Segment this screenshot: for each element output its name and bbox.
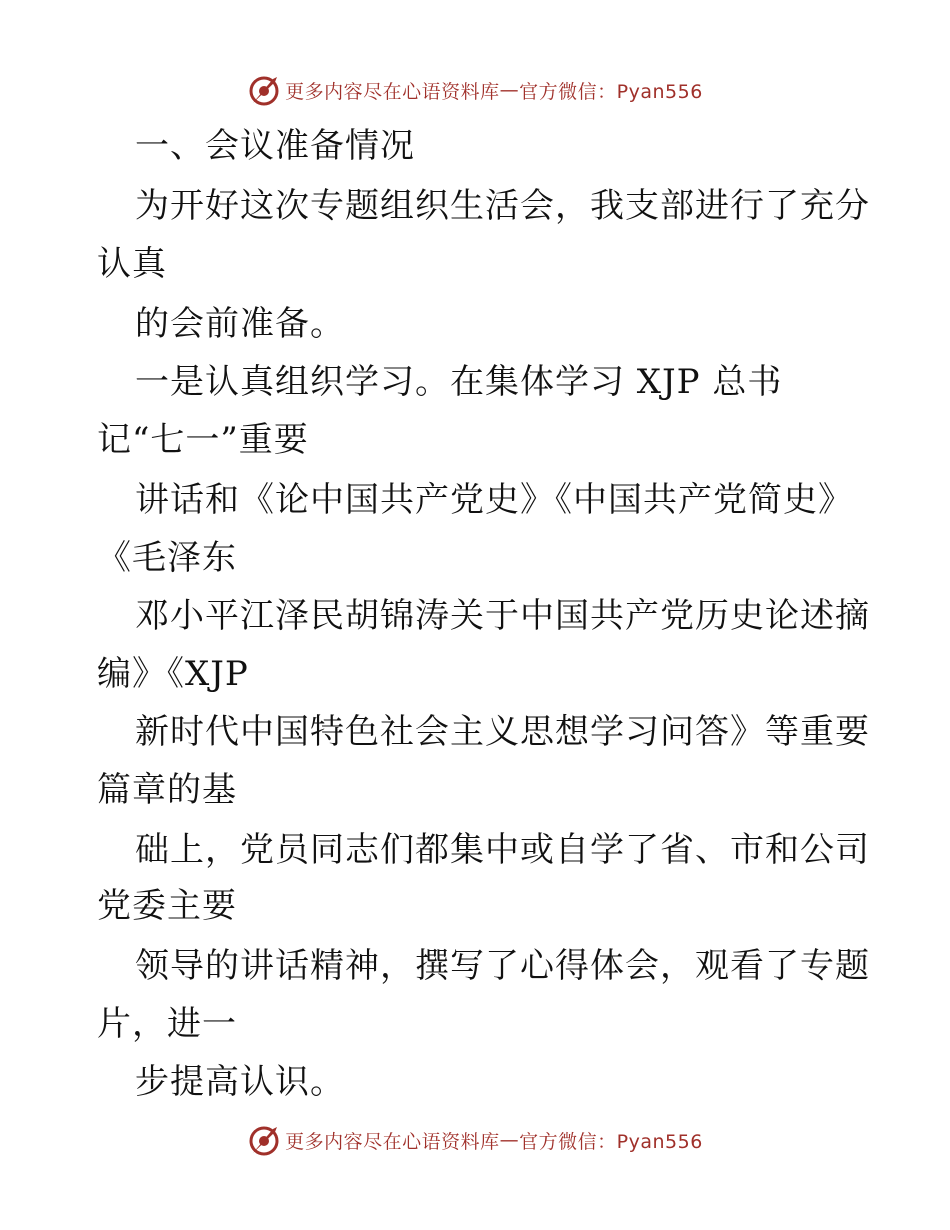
paragraph-line: 新时代中国特色社会主义思想学习问答》等重要 xyxy=(135,712,870,752)
quill-logo-icon xyxy=(247,1123,281,1157)
footer-site-text: 更多内容尽在心语资料库 xyxy=(285,1130,500,1153)
footer-banner xyxy=(0,1122,950,1158)
paragraph-line: 记“七一”重要 xyxy=(97,420,309,460)
paragraph-line: 领导的讲话精神，撰写了心得体会，观看了专题 xyxy=(135,946,870,986)
paragraph-line: 的会前准备。 xyxy=(135,304,345,344)
paragraph-line: 认真 xyxy=(97,244,167,284)
header-site-text: 更多内容尽在心语资料库 xyxy=(285,80,500,103)
paragraph-line: 篇章的基 xyxy=(97,770,237,810)
paragraph-line: 片，进一 xyxy=(97,1004,237,1044)
paragraph-line: 一是认真组织学习。在集体学习 XJP 总书 xyxy=(135,362,783,402)
paragraph-line: 党委主要 xyxy=(97,886,237,926)
paragraph-line: 编》《XJP xyxy=(97,654,249,694)
paragraph-line: 邓小平江泽民胡锦涛关于中国共产党历史论述摘 xyxy=(135,596,870,636)
footer-wechat-text: 官方微信：Pyan556 xyxy=(519,1130,703,1153)
header-wechat-text: 官方微信：Pyan556 xyxy=(519,80,703,103)
paragraph-line: 为开好这次专题组织生活会，我支部进行了充分 xyxy=(135,186,870,226)
section-heading: 一、会议准备情况 xyxy=(135,126,415,166)
paragraph-line: 础上，党员同志们都集中或自学了省、市和公司 xyxy=(135,830,870,870)
paragraph-line: 《毛泽东 xyxy=(97,538,237,578)
footer-dash: — xyxy=(499,1129,520,1151)
paragraph-line: 步提高认识。 xyxy=(135,1062,345,1102)
header-dash: — xyxy=(499,79,520,101)
paragraph-line: 讲话和《论中国共产党史》《中国共产党简史》 xyxy=(135,480,853,520)
